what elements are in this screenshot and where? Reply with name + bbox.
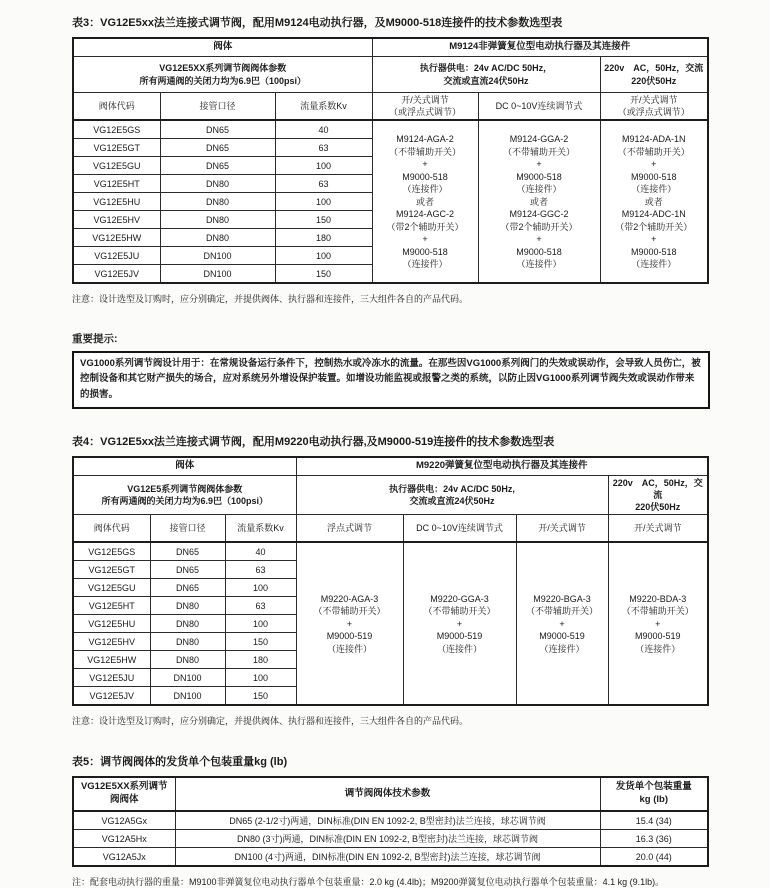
actuator-option-cell xyxy=(403,542,516,705)
pipe-size-cell: DN65 xyxy=(150,579,225,597)
mode3-line2: （或浮点式调节） xyxy=(617,107,690,118)
table-row xyxy=(73,475,708,514)
actuator-option-line: + xyxy=(559,618,565,629)
table-row xyxy=(73,777,708,811)
actuator-option-line: + xyxy=(651,234,657,245)
pipe-size-cell: DN65 xyxy=(160,139,275,157)
actuator-option-line: （连接件） xyxy=(516,259,562,270)
valve-row xyxy=(73,542,708,561)
power-220v-header xyxy=(608,475,708,514)
kv-cell: 63 xyxy=(275,139,372,157)
kv-cell: 100 xyxy=(275,157,372,175)
actuator-option-line: M9000-519 xyxy=(436,631,483,642)
actuator-option-line: M9124-GGC-2 xyxy=(509,209,569,220)
mode1-line1: 开/关式调节 xyxy=(401,95,449,105)
actuator-option-line: （连接件） xyxy=(539,643,585,654)
valve-code-cell: VG12E5GT xyxy=(73,561,150,579)
table-row xyxy=(73,57,708,93)
power-220v-line2: 220伏50Hz xyxy=(635,502,681,513)
weight-line2: kg (lb) xyxy=(639,794,668,806)
actuator-option-line: M9220-BDA-3 xyxy=(629,593,687,604)
valve-params-header xyxy=(73,57,372,93)
valve-code-cell: VG12E5HT xyxy=(73,175,160,193)
actuator-option-line: （连接件） xyxy=(516,184,562,195)
actuator-option-line: （连接件） xyxy=(631,259,677,270)
kv-cell: 180 xyxy=(225,651,296,669)
power-220v-line2: 220伏50Hz xyxy=(631,75,677,86)
actuator-option-line: M9000-519 xyxy=(539,631,585,642)
pipe-size-cell: DN80 xyxy=(150,633,225,651)
col-header-kv: 流量系数Kv xyxy=(275,93,372,121)
col-header-mode3: 开/关式调节 xyxy=(516,515,608,543)
kv-cell: 150 xyxy=(275,265,372,284)
pipe-size-cell: DN100 xyxy=(150,669,225,687)
actuator-option-line: M9000-518 xyxy=(630,171,677,182)
actuator-option-line: （带2个辅助开关） xyxy=(386,221,464,232)
actuator-option-line: + xyxy=(655,618,661,629)
weight-line1: 发货单个包装重量 xyxy=(615,781,692,793)
valve-code-cell: VG12E5JU xyxy=(73,247,160,265)
mode3-line1: 开/关式调节 xyxy=(629,95,678,105)
power-24v-line1: 执行器供电：24v AC/DC 50Hz, xyxy=(389,483,515,494)
spec-desc-cell: DN65 (2-1/2寸)两通，DIN标准(DIN EN 1092-2, B型密封)法兰连接，球芯调节阀 xyxy=(175,811,600,830)
col-header-mode1 xyxy=(372,93,478,121)
col-header-valve-code: 阀体代码 xyxy=(73,515,150,543)
valve-params-header xyxy=(73,475,296,514)
actuator-option-line: （不带辅助开关） xyxy=(525,606,598,617)
pipe-size-cell: DN80 xyxy=(160,211,275,229)
kv-cell: 180 xyxy=(275,229,372,247)
valve-code-cell: VG12E5GS xyxy=(73,120,160,139)
power-24v-line2: 交流或直流24伏50Hz xyxy=(409,496,495,507)
valve-code-cell: VG12E5HT xyxy=(73,597,150,615)
col-header-mode4: 开/关式调节 xyxy=(608,515,708,543)
pipe-size-cell: DN80 xyxy=(150,597,225,615)
actuator-option-line: 或者 xyxy=(644,196,663,207)
pipe-size-cell: DN100 xyxy=(160,247,275,265)
important-notice-label: 重要提示: xyxy=(72,333,118,346)
col-header-mode3 xyxy=(600,93,708,121)
pipe-size-cell: DN65 xyxy=(160,157,275,175)
pipe-size-cell: DN65 xyxy=(160,120,275,139)
kv-cell: 100 xyxy=(225,579,296,597)
pipe-size-cell: DN80 xyxy=(160,175,275,193)
valve-model-cell: VG12A5Hx xyxy=(73,830,175,848)
table3-valve-m9124-table xyxy=(72,37,709,284)
table5-title: 表5：调节阀阀体的发货单个包装重量kg (lb) xyxy=(72,756,288,769)
valve-row xyxy=(73,120,708,139)
actuator-option-line: （带2个辅助开关） xyxy=(615,221,693,232)
actuator-option-line: M9124-GGA-2 xyxy=(509,134,569,145)
valve-code-cell: VG12E5JV xyxy=(73,265,160,284)
actuator-option-line: M9000-518 xyxy=(630,246,677,257)
pipe-size-cell: DN80 xyxy=(160,193,275,211)
col-header-valve-body xyxy=(73,777,175,811)
pipe-size-cell: DN65 xyxy=(150,542,225,561)
weight-row xyxy=(73,830,708,848)
col-header-mode2: DC 0~10V连续调节式 xyxy=(403,515,516,543)
actuator-option-line: （连接件） xyxy=(436,643,482,654)
col-header-pipe-size: 接管口径 xyxy=(150,515,225,543)
actuator-option-line: （连接件） xyxy=(631,184,677,195)
actuator-option-line: （不带辅助开关） xyxy=(423,606,496,617)
kv-cell: 100 xyxy=(275,247,372,265)
actuator-option-cell xyxy=(600,120,708,283)
kv-cell: 150 xyxy=(225,633,296,651)
kv-cell: 100 xyxy=(225,669,296,687)
actuator-option-cell xyxy=(296,542,403,705)
actuator-option-line: （连接件） xyxy=(326,643,372,654)
kv-cell: 100 xyxy=(275,193,372,211)
actuator-option-line: 或者 xyxy=(529,196,548,207)
actuator-option-line: （不带辅助开关） xyxy=(617,146,690,157)
actuator-option-line: M9000-518 xyxy=(402,171,448,182)
valve-code-cell: VG12E5HU xyxy=(73,193,160,211)
power-24v-line2: 交流或直流24伏50Hz xyxy=(443,75,529,86)
pipe-size-cell: DN80 xyxy=(150,615,225,633)
valve-body-line1: VG12E5XX系列调节 xyxy=(80,781,168,793)
valve-code-cell: VG12E5GT xyxy=(73,139,160,157)
actuator-option-line: （不带辅助开关） xyxy=(502,146,575,157)
power-24v-line1: 执行器供电：24v AC/DC 50Hz， xyxy=(419,63,553,74)
pipe-size-cell: DN100 xyxy=(150,687,225,706)
table4-title: 表4：VG12E5xx法兰连接式调节阀，配用M9220电动执行器,及M9000-519连接件的技术参数选型表 xyxy=(72,435,555,448)
actuator-option-line: M9000-518 xyxy=(402,246,448,257)
actuator-option-cell xyxy=(372,120,478,283)
actuator-option-line: M9000-518 xyxy=(516,246,562,257)
actuator-option-line: + xyxy=(422,234,428,245)
actuator-option-line: + xyxy=(536,159,542,170)
power-24v-header xyxy=(372,57,600,93)
actuator-option-line: （不带辅助开关） xyxy=(313,606,386,617)
weight-cell: 20.0 (44) xyxy=(600,848,708,867)
valve-section-header: 阀体 xyxy=(73,457,296,476)
actuator-option-line: M9124-AGC-2 xyxy=(395,209,455,220)
valve-params-line1: VG12E5XX系列调节阀阀体参数 xyxy=(159,63,287,74)
kv-cell: 40 xyxy=(275,120,372,139)
actuator-option-line: （不带辅助开关） xyxy=(621,606,694,617)
kv-cell: 40 xyxy=(225,542,296,561)
actuator-option-line: + xyxy=(346,618,353,629)
col-header-pipe-size: 接管口径 xyxy=(160,93,275,121)
actuator-option-line: （连接件） xyxy=(402,259,448,270)
table4-valve-m9220-table xyxy=(72,456,709,706)
actuator-option-line: M9220-BGA-3 xyxy=(533,593,591,604)
pipe-size-cell: DN80 xyxy=(160,229,275,247)
valve-section-header: 阀体 xyxy=(73,38,372,57)
spec-desc-cell: DN100 (4寸)两通，DIN标准(DIN EN 1092-2, B型密封)法兰连接，球芯调节阀 xyxy=(175,848,600,867)
actuator-option-line: + xyxy=(422,159,428,170)
actuator-option-line: M9124-ADA-1N xyxy=(621,134,686,145)
valve-model-cell: VG12A5Jx xyxy=(73,848,175,867)
weight-cell: 16.3 (36) xyxy=(600,830,708,848)
actuator-option-line: M9220-GGA-3 xyxy=(430,593,489,604)
col-header-weight xyxy=(600,777,708,811)
valve-body-line2: 阀阀体 xyxy=(109,794,139,806)
col-header-mode1: 浮点式调节 xyxy=(296,515,403,543)
table5-note: 注：配套电动执行器的重量：M9100非弹簧复位电动执行器单个包装重量：2.0 kg (4.4lb)；M9200弹簧复位电动执行器单个包装重量：4.1 kg (9.1lb)。 xyxy=(72,877,665,888)
col-header-tech-params: 调节阀阀体技术参数 xyxy=(175,777,600,811)
kv-cell: 150 xyxy=(225,687,296,706)
table-row xyxy=(73,515,708,543)
kv-cell: 63 xyxy=(225,561,296,579)
actuator-option-line: + xyxy=(536,234,542,245)
valve-params-line2: 所有两通阀的关闭力均为6.9巴（100psi） xyxy=(139,75,307,86)
actuator-option-line: + xyxy=(651,159,657,170)
actuator-section-header: M9220弹簧复位型电动执行器及其连接件 xyxy=(296,457,708,476)
table3-title: 表3：VG12E5xx法兰连接式调节阀，配用M9124电动执行器，及M9000-518连接件的技术参数选型表 xyxy=(72,17,563,29)
actuator-option-line: （连接件） xyxy=(635,643,681,654)
actuator-option-line: + xyxy=(456,618,463,629)
actuator-option-line: M9220-AGA-3 xyxy=(320,593,379,604)
valve-code-cell: VG12E5HV xyxy=(73,211,160,229)
actuator-option-line: M9000-519 xyxy=(326,631,373,642)
power-220v-line1: 220v AC，50Hz，交流 xyxy=(612,477,703,500)
pipe-size-cell: DN65 xyxy=(150,561,225,579)
pipe-size-cell: DN100 xyxy=(160,265,275,284)
valve-code-cell: VG12E5JV xyxy=(73,687,150,706)
col-header-kv: 流量系数Kv xyxy=(225,515,296,543)
actuator-option-line: M9124-ADC-1N xyxy=(621,209,686,220)
actuator-option-line: （带2个辅助开关） xyxy=(500,221,578,232)
table-row xyxy=(73,93,708,121)
col-header-mode2: DC 0~10V连续调节式 xyxy=(478,93,600,121)
valve-code-cell: VG12E5HV xyxy=(73,633,150,651)
valve-code-cell: VG12E5HW xyxy=(73,651,150,669)
power-24v-header xyxy=(296,475,608,514)
valve-code-cell: VG12E5HW xyxy=(73,229,160,247)
valve-code-cell: VG12E5JU xyxy=(73,669,150,687)
kv-cell: 63 xyxy=(275,175,372,193)
mode1-line2: （或浮点式调节） xyxy=(388,107,461,118)
table4-note: 注意：设计选型及订购时，应分别确定，并提供阀体、执行器和连接件，三大组件各自的产品代码。 xyxy=(72,716,469,727)
kv-cell: 63 xyxy=(225,597,296,615)
valve-params-line1: VG12E5系列调节阀阀体参数 xyxy=(127,483,243,494)
actuator-option-cell xyxy=(608,542,708,705)
important-notice-box: VG1000系列调节阀设计用于：在常规设备运行条件下，控制热水或冷冻水的流量。在那些因VG1000系列阀门的失效或误动作，会导致人员伤亡，被控制设备和其它财产损失的场合，应对系统另外增设保护装置。如增设功能监视或报警之类的系统，以防止因VG1000系列调节阀失效或误动作带来的损害。 xyxy=(72,351,710,409)
actuator-option-line: M9000-518 xyxy=(516,171,562,182)
kv-cell: 100 xyxy=(225,615,296,633)
actuator-option-line: M9000-519 xyxy=(634,631,681,642)
actuator-section-header: M9124非弹簧复位型电动执行器及其连接件 xyxy=(372,38,708,57)
valve-code-cell: VG12E5GS xyxy=(73,542,150,561)
valve-params-line2: 所有两通阀的关闭力均为6.9巴（100psi） xyxy=(101,496,269,507)
weight-row xyxy=(73,811,708,830)
actuator-option-line: （连接件） xyxy=(402,184,448,195)
valve-model-cell: VG12A5Gx xyxy=(73,811,175,830)
table5-shipping-weight-table xyxy=(72,776,709,867)
weight-cell: 15.4 (34) xyxy=(600,811,708,830)
col-header-valve-code: 阀体代码 xyxy=(73,93,160,121)
spec-desc-cell: DN80 (3寸)两通，DIN标准(DIN EN 1092-2, B型密封)法兰连接，球芯调节阀 xyxy=(175,830,600,848)
power-220v-header xyxy=(600,57,708,93)
actuator-option-line: （不带辅助开关） xyxy=(388,146,461,157)
valve-code-cell: VG12E5GU xyxy=(73,157,160,175)
pipe-size-cell: DN80 xyxy=(150,651,225,669)
kv-cell: 150 xyxy=(275,211,372,229)
actuator-option-line: M9124-AGA-2 xyxy=(396,134,454,145)
valve-code-cell: VG12E5HU xyxy=(73,615,150,633)
actuator-option-cell xyxy=(516,542,608,705)
actuator-option-cell xyxy=(478,120,600,283)
power-220v-line1: 220v AC，50Hz，交流 xyxy=(604,63,704,74)
table3-note: 注意：设计选型及订购时，应分别确定，并提供阀体、执行器和连接件，三大组件各自的产品代码。 xyxy=(72,294,469,305)
weight-row xyxy=(73,848,708,867)
table-row xyxy=(73,38,708,57)
table-row xyxy=(73,457,708,476)
actuator-option-line: 或者 xyxy=(415,196,434,207)
valve-code-cell: VG12E5GU xyxy=(73,579,150,597)
